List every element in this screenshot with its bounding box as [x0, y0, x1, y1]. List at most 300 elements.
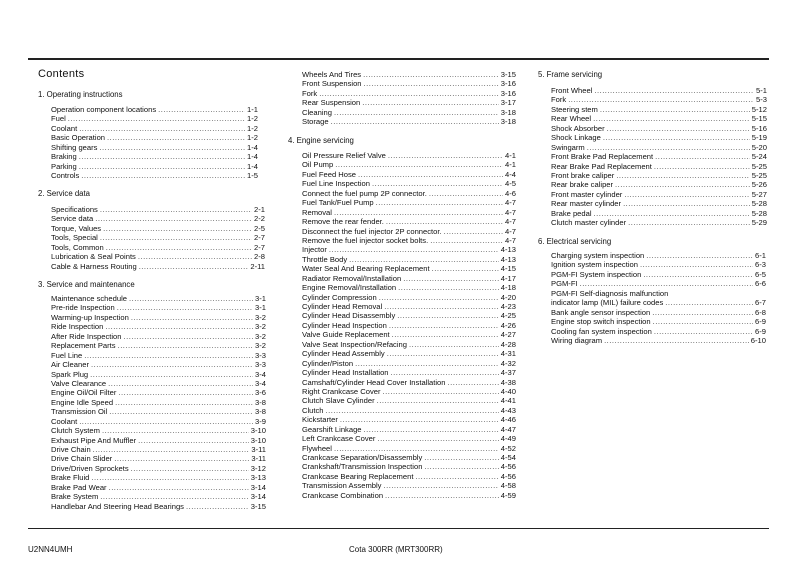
toc-entry[interactable]: [51, 214, 265, 223]
dot-leader: [386, 217, 503, 226]
toc-entry-label: PGM-FI Self-diagnosis malfunction: [551, 288, 669, 298]
toc-entry-label: Operation component locations: [51, 105, 157, 114]
dot-leader: [640, 260, 753, 269]
dot-leader: [95, 214, 252, 223]
toc-entry-label: Pre-ride Inspection: [51, 303, 115, 313]
dot-leader: [448, 378, 499, 387]
toc-entry-page: 4-59: [500, 490, 516, 500]
toc-entry-label: Clutch: [302, 405, 324, 415]
toc-entry[interactable]: [551, 279, 766, 288]
toc-entry-page: 4-1: [505, 160, 516, 170]
toc-entry-page: 4-23: [500, 302, 516, 311]
toc-entry[interactable]: [551, 95, 767, 104]
toc-entry-page: 3-2: [255, 331, 266, 341]
toc-entry-page: 4-18: [500, 283, 516, 293]
toc-entry-label: Engine Idle Speed: [51, 397, 114, 407]
dot-leader: [118, 388, 253, 397]
toc-entry-label: Charging system inspection: [551, 251, 645, 260]
toc-entry-page: 1-5: [247, 171, 258, 181]
toc-entry[interactable]: [551, 171, 767, 180]
toc-entry[interactable]: [302, 217, 516, 226]
toc-entry[interactable]: [302, 293, 516, 302]
toc-entry[interactable]: [51, 351, 266, 360]
toc-entry[interactable]: [51, 436, 266, 445]
toc-entry-label: Service data: [51, 214, 94, 224]
toc-entry-label: Parking: [51, 161, 77, 171]
dot-leader: [355, 359, 499, 368]
toc-entry-page: 3-2: [255, 312, 266, 322]
toc-entry-label: Crankcase Bearing Replacement: [302, 471, 414, 481]
toc-list-service-and-maintenance-continued: [302, 70, 516, 127]
toc-entry[interactable]: [51, 294, 266, 303]
dot-leader: [186, 502, 249, 511]
dot-leader: [84, 351, 253, 360]
dot-leader: [593, 114, 750, 123]
dot-leader: [158, 105, 245, 114]
toc-entry[interactable]: [302, 283, 516, 292]
dot-leader: [646, 251, 753, 260]
toc-entry-page: 3-6: [255, 388, 266, 398]
toc-entry-label: Transmission Oil: [51, 407, 108, 417]
toc-entry[interactable]: [51, 105, 258, 114]
toc-entry[interactable]: [51, 162, 258, 171]
toc-entry[interactable]: [302, 387, 516, 396]
toc-entry-label: Shock Absorber: [551, 123, 605, 133]
toc-entry[interactable]: [551, 218, 767, 227]
toc-entry[interactable]: [302, 98, 516, 107]
toc-entry[interactable]: [51, 417, 266, 426]
dot-leader: [607, 124, 750, 133]
dot-leader: [383, 387, 499, 396]
toc-entry-label: Cooling fan system inspection: [551, 326, 652, 336]
toc-entry[interactable]: [302, 117, 516, 126]
toc-entry[interactable]: [51, 426, 266, 435]
toc-entry-page: 5-15: [751, 114, 767, 124]
toc-entry-page: 6-3: [755, 260, 766, 270]
toc-entry-page: 4-32: [500, 358, 516, 368]
toc-entry[interactable]: [551, 251, 766, 260]
toc-entry[interactable]: [51, 205, 265, 214]
toc-entry-label: Cylinder Head Inspection: [302, 320, 387, 330]
dot-leader: [93, 445, 250, 454]
toc-entry[interactable]: [51, 243, 265, 252]
toc-entry[interactable]: [51, 133, 258, 142]
dot-leader: [118, 341, 253, 350]
dot-leader: [600, 105, 750, 114]
dot-leader: [117, 303, 253, 312]
dot-leader: [628, 218, 750, 227]
toc-entry[interactable]: [302, 462, 516, 471]
toc-entry[interactable]: [51, 332, 266, 341]
dot-leader: [430, 236, 503, 245]
toc-entry-label: Valve Seat Inspection/Refacing: [302, 339, 407, 349]
dot-leader: [403, 274, 499, 283]
toc-entry[interactable]: [302, 151, 516, 160]
toc-entry-label: Fuel Line Inspection: [302, 179, 370, 189]
dot-leader: [654, 162, 750, 171]
dot-leader: [138, 436, 249, 445]
toc-entry-page: 4-26: [500, 320, 516, 330]
toc-entry-label: Fuel Line: [51, 350, 83, 360]
toc-entry-page: 3-3: [255, 360, 266, 370]
toc-entry[interactable]: [51, 341, 266, 350]
dot-leader: [79, 417, 253, 426]
toc-entry[interactable]: [51, 473, 266, 482]
toc-entry-label: Warming-up Inspection: [51, 312, 129, 322]
toc-entry-label: Drive Chain: [51, 445, 91, 454]
toc-entry[interactable]: [302, 321, 516, 330]
dot-leader: [384, 302, 499, 311]
toc-entry-label: Shifting gears: [51, 142, 98, 152]
toc-entry[interactable]: [51, 407, 266, 416]
toc-entry[interactable]: [302, 330, 516, 339]
toc-entry-page: 5-20: [751, 142, 767, 152]
toc-entry-label: Rear Brake Pad Replacement: [551, 161, 652, 171]
section-title-service-data: 2. Service data: [38, 189, 91, 198]
toc-entry-label: Front Brake Pad Replacement: [551, 152, 654, 162]
toc-entry-page: 6-9: [755, 317, 766, 327]
toc-entry-label: Braking: [51, 152, 77, 162]
toc-entry-page: 4-4: [505, 169, 516, 179]
dot-leader: [655, 152, 750, 161]
dot-leader: [653, 317, 753, 326]
toc-entry-label: Remove the rear fender.: [302, 217, 384, 227]
toc-entry[interactable]: [551, 105, 767, 114]
toc-entry-page: 6-8: [755, 307, 766, 317]
dot-leader: [424, 453, 499, 462]
toc-entry[interactable]: [551, 308, 766, 317]
toc-entry-label: Fuel Feed Hose: [302, 169, 357, 179]
toc-entry[interactable]: [302, 108, 516, 117]
toc-entry[interactable]: [551, 180, 767, 189]
toc-entry-page: 5-16: [751, 123, 767, 133]
dot-leader: [91, 473, 248, 482]
toc-entry[interactable]: [302, 160, 516, 169]
toc-entry-page: 4-5: [505, 179, 516, 189]
toc-entry[interactable]: [551, 86, 767, 95]
toc-entry-page: 3-2: [255, 322, 266, 332]
toc-entry[interactable]: [302, 425, 516, 434]
dot-leader: [623, 199, 750, 208]
toc-entry-label: Cylinder Head Installation: [302, 368, 389, 378]
toc-entry[interactable]: [302, 227, 516, 236]
toc-entry-label: Cylinder Head Disassembly: [302, 311, 396, 321]
toc-entry[interactable]: [302, 378, 516, 387]
dot-leader: [603, 133, 750, 142]
toc-entry[interactable]: [302, 79, 516, 88]
dot-leader: [654, 327, 753, 336]
toc-entry[interactable]: [551, 270, 766, 279]
toc-entry-label: Exhaust Pipe And Muffler: [51, 435, 137, 445]
dot-leader: [643, 270, 753, 279]
dot-leader: [90, 370, 253, 379]
toc-entry-label: Radiator Removal/Installation: [302, 273, 402, 283]
toc-entry[interactable]: [302, 396, 516, 405]
toc-entry[interactable]: [51, 464, 266, 473]
toc-entry[interactable]: [551, 336, 766, 345]
toc-entry-label: Clutch System: [51, 426, 100, 436]
toc-entry-label: Rear Suspension: [302, 98, 361, 108]
toc-entry-page: 3-15: [500, 70, 516, 79]
toc-entry-page: 3-15: [250, 501, 266, 511]
toc-entry[interactable]: [551, 199, 767, 208]
toc-entry[interactable]: [302, 264, 516, 273]
toc-entry[interactable]: [51, 171, 258, 180]
section-title-operating-instructions: 1. Operating instructions: [38, 90, 123, 99]
toc-entry[interactable]: [302, 189, 516, 198]
toc-entry-label: Cylinder Head Assembly: [302, 349, 385, 359]
toc-entry[interactable]: [551, 162, 767, 171]
toc-entry-label: Valve Clearance: [51, 378, 107, 388]
toc-entry-page: 4-17: [500, 273, 516, 283]
toc-entry[interactable]: [51, 233, 265, 242]
toc-entry-label: Drive Chain Slider: [51, 454, 113, 464]
dot-leader: [615, 180, 750, 189]
toc-entry-page: 3-11: [251, 445, 266, 454]
toc-entry[interactable]: [51, 454, 266, 463]
toc-entry-page: 2-7: [254, 242, 265, 252]
toc-entry-page: 4-52: [500, 443, 516, 453]
toc-entry-page: 3-10: [250, 426, 266, 436]
toc-entry[interactable]: [51, 224, 265, 233]
toc-entry-label: Remove the fuel injector socket bolts.: [302, 235, 429, 245]
toc-entry[interactable]: [302, 89, 516, 98]
toc-entry[interactable]: [51, 114, 258, 123]
toc-entry[interactable]: [302, 255, 516, 264]
toc-entry-label: Cylinder/Piston: [302, 358, 354, 368]
dot-leader: [568, 95, 754, 104]
dot-leader: [377, 434, 498, 443]
toc-entry-page: 3-14: [250, 482, 266, 492]
toc-entry-page: 6-7: [755, 298, 766, 308]
toc-entry[interactable]: [51, 124, 258, 133]
toc-entry-page: 4-47: [500, 424, 516, 434]
dot-leader: [432, 264, 499, 273]
document-code: U2NN4UMH: [28, 545, 73, 554]
toc-entry[interactable]: [302, 491, 516, 500]
toc-entry[interactable]: [51, 445, 266, 454]
toc-entry[interactable]: [51, 360, 266, 369]
toc-entry-label: Handlebar And Steering Head Bearings: [51, 501, 184, 511]
toc-entry-page: 5-19: [751, 133, 767, 143]
toc-entry[interactable]: [302, 453, 516, 462]
toc-entry-label: Ignition system inspection: [551, 260, 638, 270]
toc-entry-page: 6-9: [755, 326, 766, 336]
toc-entry-label: Cable & Harness Routing: [51, 261, 137, 271]
dot-leader: [109, 407, 253, 416]
toc-entry[interactable]: [51, 143, 258, 152]
toc-entry-page: 4-7: [505, 217, 516, 227]
toc-entry-page: 1-2: [247, 123, 258, 133]
dot-leader: [105, 322, 253, 331]
toc-entry-page: 4-28: [500, 339, 516, 349]
toc-entry-page: 1-4: [247, 161, 258, 171]
toc-entry[interactable]: [302, 274, 516, 283]
dot-leader: [79, 152, 245, 161]
toc-entry[interactable]: [551, 133, 767, 142]
toc-entry[interactable]: [302, 349, 516, 358]
toc-entry[interactable]: [302, 415, 516, 424]
toc-entry[interactable]: [51, 152, 258, 161]
dot-leader: [652, 308, 753, 317]
toc-entry-page: 1-2: [247, 133, 258, 143]
toc-entry-page: 3-13: [250, 473, 266, 483]
footer-rule: [28, 528, 769, 529]
toc-entry-page: 3-3: [255, 350, 266, 360]
toc-entry-label: Clutch master cylinder: [551, 218, 627, 228]
toc-entry-page: 5-28: [751, 199, 767, 209]
toc-entry-label: Brake Fluid: [51, 473, 90, 483]
dot-leader: [383, 481, 498, 490]
toc-entry-label: Controls: [51, 171, 80, 181]
dot-leader: [79, 162, 245, 171]
toc-entry[interactable]: [551, 327, 766, 336]
toc-list-service-and-maintenance: [51, 294, 266, 511]
toc-entry-page: 3-8: [255, 397, 266, 407]
toc-entry[interactable]: [302, 208, 516, 217]
contents-title: Contents: [38, 68, 85, 80]
toc-entry-label: Engine Oil/Oil Filter: [51, 388, 117, 398]
toc-entry[interactable]: [51, 322, 266, 331]
toc-entry-page: 3-4: [255, 378, 266, 388]
toc-entry-label: PGM-FI System inspection: [551, 269, 642, 279]
toc-entry-label: Rear master cylinder: [551, 199, 622, 209]
toc-entry[interactable]: [302, 368, 516, 377]
dot-leader: [107, 133, 245, 142]
toc-entry-label: Brake pedal: [551, 208, 592, 218]
dot-leader: [81, 171, 245, 180]
toc-entry-page: 4-27: [500, 330, 516, 340]
toc-entry-page: 4-31: [500, 349, 516, 359]
toc-entry[interactable]: [302, 70, 516, 79]
toc-entry-label: Brake System: [51, 492, 99, 502]
toc-entry-label: Cylinder Compression: [302, 292, 377, 302]
toc-entry[interactable]: [51, 252, 265, 261]
toc-entry-label: Water Seal And Bearing Replacement: [302, 264, 430, 274]
toc-entry[interactable]: [302, 472, 516, 481]
toc-entry-page: 1-4: [247, 142, 258, 152]
toc-entry[interactable]: [302, 444, 516, 453]
toc-entry[interactable]: [551, 124, 767, 133]
toc-entry-page: 4-54: [500, 453, 516, 462]
toc-entry[interactable]: [302, 245, 516, 254]
toc-entry[interactable]: [551, 152, 767, 161]
toc-entry[interactable]: [551, 260, 766, 269]
dot-leader: [129, 294, 253, 303]
toc-entry[interactable]: [51, 313, 266, 322]
toc-entry-page: 3-9: [255, 416, 266, 426]
toc-entry-label: Spark Plug: [51, 369, 89, 379]
toc-entry-page: 3-14: [250, 492, 266, 502]
toc-entry-label: Fuel Tank/Fuel Pump: [302, 198, 374, 208]
toc-entry-label: Left Crankcase Cover: [302, 434, 376, 444]
toc-entry[interactable]: [302, 236, 516, 245]
toc-entry-page: 5-1: [756, 86, 767, 95]
toc-entry-label: Kickstarter: [302, 415, 338, 425]
section-title-service-and-maintenance: 3. Service and maintenance: [38, 280, 135, 289]
toc-entry[interactable]: [551, 298, 766, 307]
dot-leader: [377, 396, 499, 405]
dot-leader: [124, 332, 254, 341]
toc-entry-label: Front brake caliper: [551, 170, 615, 180]
dot-leader: [329, 245, 499, 254]
toc-entry[interactable]: [51, 483, 266, 492]
dot-leader: [319, 89, 499, 98]
toc-entry-page: 3-16: [500, 88, 516, 98]
dot-leader: [362, 98, 499, 107]
dot-leader: [100, 492, 249, 501]
toc-entry-page: 4-13: [500, 254, 516, 264]
toc-entry[interactable]: [551, 209, 767, 218]
toc-entry-label: Disconnect the fuel injector 2P connector.: [302, 226, 442, 236]
toc-entry[interactable]: [51, 379, 266, 388]
toc-entry[interactable]: [51, 388, 266, 397]
dot-leader: [444, 227, 503, 236]
toc-entry[interactable]: [302, 302, 516, 311]
toc-entry-label: Camshaft/Cylinder Head Cover Installation: [302, 377, 446, 387]
toc-entry[interactable]: [551, 143, 767, 152]
toc-entry[interactable]: [551, 114, 767, 123]
toc-entry[interactable]: [51, 370, 266, 379]
toc-entry[interactable]: [51, 303, 266, 312]
toc-entry[interactable]: [551, 190, 767, 199]
toc-entry-label: Fuel: [51, 114, 66, 124]
toc-entry-label: Wheels And Tires: [302, 70, 362, 79]
toc-entry[interactable]: [51, 502, 266, 511]
toc-entry[interactable]: [302, 359, 516, 368]
toc-entry-label: Cylinder Head Removal: [302, 302, 383, 311]
dot-leader: [109, 483, 249, 492]
toc-entry-page: 4-20: [500, 292, 516, 302]
toc-entry-label: Rear Wheel: [551, 114, 592, 124]
dot-leader: [409, 340, 499, 349]
toc-entry[interactable]: [302, 198, 516, 207]
toc-entry[interactable]: [51, 262, 265, 271]
toc-entry[interactable]: [302, 406, 516, 415]
toc-entry-label: Bank angle sensor inspection: [551, 307, 651, 317]
toc-entry-page: 3-10: [250, 435, 266, 445]
toc-entry-page: 4-7: [505, 226, 516, 236]
toc-entry[interactable]: [302, 311, 516, 320]
toc-entry[interactable]: [302, 340, 516, 349]
toc-entry-label: Basic Operation: [51, 133, 106, 143]
toc-entry[interactable]: [51, 398, 266, 407]
toc-entry-page: 3-18: [500, 107, 516, 117]
dot-leader: [372, 179, 503, 188]
toc-entry[interactable]: [551, 289, 766, 298]
toc-entry-page: 1-1: [247, 105, 258, 114]
toc-entry[interactable]: [302, 179, 516, 188]
toc-entry[interactable]: [302, 481, 516, 490]
toc-entry-label: Valve Guide Replacement: [302, 330, 390, 340]
dot-leader: [364, 425, 499, 434]
toc-entry-label: Specifications: [51, 205, 98, 214]
toc-entry[interactable]: [302, 170, 516, 179]
toc-entry-page: 2-2: [254, 214, 265, 224]
toc-entry[interactable]: [551, 317, 766, 326]
toc-entry-label: Clutch Slave Cylinder: [302, 396, 375, 406]
toc-entry-label: Maintenance schedule: [51, 294, 127, 303]
toc-entry-label: Throttle Body: [302, 254, 348, 264]
toc-entry[interactable]: [302, 434, 516, 443]
toc-entry[interactable]: [51, 492, 266, 501]
toc-list-service-data: [51, 205, 265, 271]
toc-entry-page: 5-12: [751, 104, 767, 114]
dot-leader: [397, 311, 499, 320]
dot-leader: [108, 379, 253, 388]
dot-leader: [379, 293, 499, 302]
dot-leader: [106, 243, 252, 252]
